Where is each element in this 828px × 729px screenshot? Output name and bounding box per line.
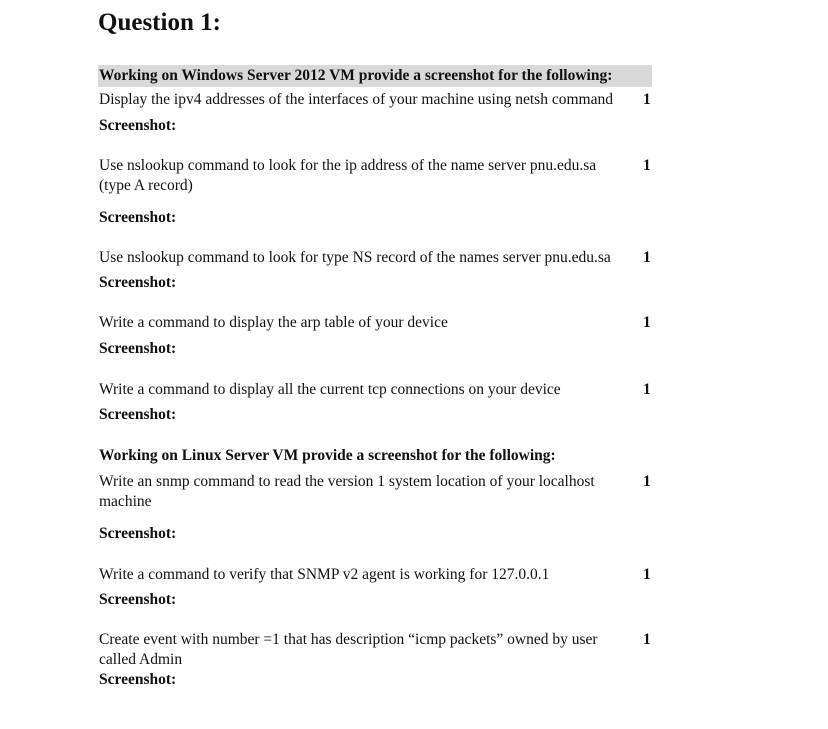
- screenshot-label: Screenshot:: [99, 591, 177, 608]
- question-text: Create event with number =1 that has description “icmp packets” owned by user called Admin: [99, 631, 598, 668]
- question-mark: 1: [643, 91, 651, 108]
- question-mark: 1: [643, 631, 651, 648]
- screenshot-label: Screenshot:: [99, 406, 177, 423]
- question-mark: 1: [643, 473, 651, 490]
- page-title: Question 1:: [98, 9, 221, 36]
- screenshot-label: Screenshot:: [99, 671, 177, 688]
- question-text: Use nslookup command to look for the ip address of the name server pnu.edu.sa (type A record): [99, 157, 597, 194]
- screenshot-label: Screenshot:: [99, 340, 177, 357]
- question-text: Display the ipv4 addresses of the interfaces of your machine using netsh command: [99, 91, 613, 108]
- screenshot-label: Screenshot:: [99, 117, 177, 134]
- section-heading-linux: Working on Linux Server VM provide a screenshot for the following:: [99, 447, 556, 464]
- question-text: Use nslookup command to look for type NS record of the names server pnu.edu.sa: [99, 249, 611, 266]
- question-text: Write a command to display all the current tcp connections on your device: [99, 381, 561, 398]
- question-mark: 1: [643, 566, 651, 583]
- question-mark: 1: [643, 249, 651, 266]
- question-text: Write a command to verify that SNMP v2 agent is working for 127.0.0.1: [99, 566, 550, 583]
- question-text: Write a command to display the arp table of your device: [99, 314, 448, 331]
- section-heading-windows: Working on Windows Server 2012 VM provide a screenshot for the following:: [98, 65, 652, 87]
- question-mark: 1: [643, 314, 651, 331]
- question-text: Write an snmp command to read the version 1 system location of your localhost machine: [99, 473, 595, 510]
- question-mark: 1: [643, 157, 651, 174]
- screenshot-label: Screenshot:: [99, 274, 177, 291]
- screenshot-label: Screenshot:: [99, 209, 177, 226]
- question-mark: 1: [643, 381, 651, 398]
- screenshot-label: Screenshot:: [99, 525, 177, 542]
